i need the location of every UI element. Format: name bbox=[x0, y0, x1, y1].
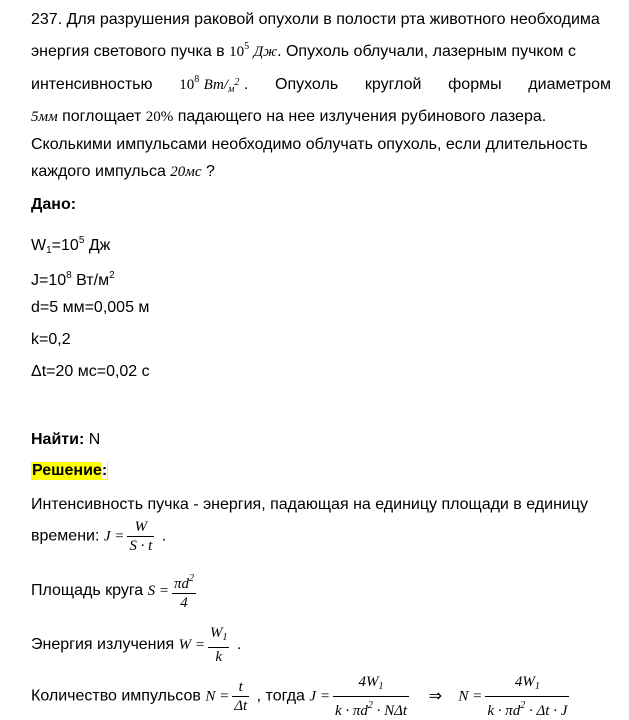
fraction: $\frac{t}{\Delta t}$ bbox=[234, 679, 248, 714]
fraction: $\frac{W_1}{k}$ bbox=[209, 625, 228, 665]
solution-heading: Решение: bbox=[32, 462, 108, 479]
given-heading: Дано: bbox=[31, 196, 77, 213]
problem-line-2: энергия светового пучка в $10^5$ Дж. Опухоль облучали, лазерным пучком с bbox=[31, 41, 576, 60]
solution-step-energy: Энергия излучения W = $\frac{W_1}{k}$ . bbox=[31, 625, 242, 665]
given-coefficient: k=0,2 bbox=[31, 331, 71, 348]
problem-number: 237. bbox=[31, 11, 63, 28]
problem-line-4: 5мм поглощает 20% падающего на нее излучения рубинового лазера. bbox=[31, 108, 547, 125]
find-value: N bbox=[88, 431, 101, 448]
problem-line-5: Сколькими импульсами необходимо облучать опухоль, если длительность bbox=[31, 136, 588, 153]
problem-line-3: интенсивностью $10^8$ $Вт/_{м^2}$ . Опухоль круглой формы диаметром bbox=[31, 66, 611, 103]
fraction: $\frac{4W_1}{k \cdot \pi d^2 \cdot N\Delta t}$ bbox=[334, 674, 408, 719]
fraction: $\frac{4W_1}{k \cdot \pi d^2 \cdot \Delta t \cdot J}$ bbox=[487, 674, 568, 719]
problem-line-1: 237. Для разрушения раковой опухоли в полости рта животного необходима bbox=[31, 11, 600, 28]
find-line bbox=[31, 431, 100, 449]
given-duration: Δt=20 мс=0,02 с bbox=[31, 363, 150, 380]
fraction: $\frac{\pi d^2}{4}$ bbox=[172, 570, 196, 612]
given-diameter: d=5 мм=0,005 м bbox=[31, 299, 150, 316]
given-energy: $W_1=10^5$ Дж bbox=[31, 235, 111, 256]
problem-statement bbox=[31, 6, 611, 186]
given-intensity: $J=10^8$ $Вт/м^2$ bbox=[31, 270, 115, 289]
intensity-value: $10^8$ $Вт/_{м^2}$ . bbox=[179, 74, 249, 95]
fraction: $\frac{W}{S \cdot t}$ bbox=[129, 519, 153, 554]
implies-arrow: ⇒ bbox=[428, 685, 442, 705]
solution-step-area: Площадь круга S = $\frac{\pi d^2}{4}$ bbox=[31, 570, 611, 612]
solution-step-count: Количество импульсов N = $\frac{t}{\Delta t}$ , тогда J = $\frac{4W_1}{k \cdot \pi d^2 \cdot N\Delta t}$ ⇒ N = $\frac{4W_1}{k \cdot \pi d^2 \cdot \Delta t \cdot J}$ bbox=[31, 674, 568, 719]
problem-line-6: каждого импульса 20мс ? bbox=[31, 163, 215, 180]
find-label: Найти: bbox=[31, 431, 85, 448]
solution-step-intensity: Интенсивность пучка - энергия, падающая на единицу площади в единицу времени: J = $\frac{W}{S \cdot t}$ . bbox=[31, 496, 589, 554]
